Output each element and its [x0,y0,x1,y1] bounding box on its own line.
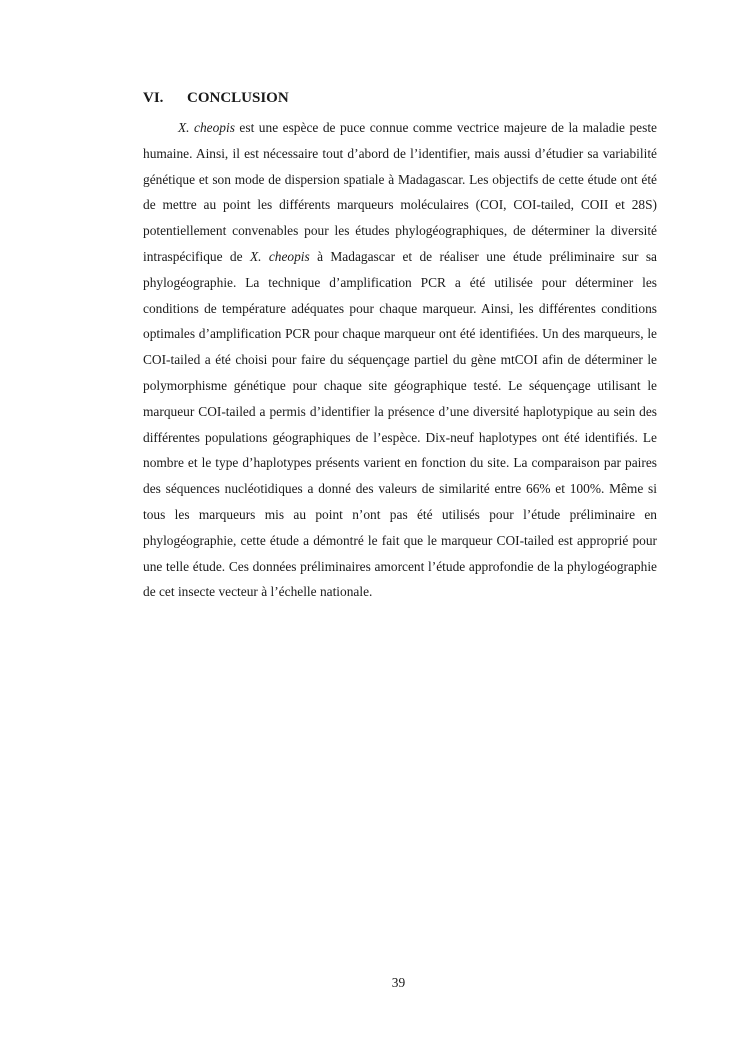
page-number: 39 [391,975,406,990]
section-title: CONCLUSION [187,90,289,106]
species-name: X. cheopis [178,120,235,135]
section-number: VI. [143,90,164,106]
paragraph-text-part-2: à Madagascar et de réaliser une étude préliminaire sur sa phylogéographie. La technique d’amplification PCR a été utilisée pour déterminer les conditions de température adéquates pour chaque marqueur. Ainsi, les différentes conditions optimales d’amplification PCR pour chaque marqueur ont été identifiées. Un des marqueurs, le COI-tailed a été choisi pour faire du séquençage partiel du gène mtCOI afin de déterminer le polymorphisme génétique pour chaque site géographique testé. Le séquençage utilisant le marqueur COI-tailed a permis d’identifier la présence d’une diversité haplotypique au sein des différentes populations géographiques de l’espèce. Dix-neuf haplotypes ont été identifiés. Le nombre et le type d’haplotypes présents varient en fonction du site. La comparaison par paires des séquences nucléotidiques a donné des valeurs de similarité entre 66% et 100%. Même si tous les marqueurs mis au point n’ont pas été utilisés pour l’étude préliminaire en phylogéographie, cette étude a démontré le fait que le marqueur COI-tailed est approprié pour une telle étude. Ces données préliminaires amorcent l’étude approfondie de la phylogéographie de cet insecte vecteur à l’échelle nationale. [143,248,657,600]
section-heading [143,88,289,108]
species-name: X. cheopis [249,248,310,264]
paragraph-text-part-1: est une espèce de puce connue comme vectrice majeure de la maladie peste humaine. Ainsi, il est nécessaire tout d’abord de l’identifier, mais aussi d’étudier sa variabilité génétique et son mode de dispersion spatiale à Madagascar. Les objectifs de cette étude ont été de mettre au point les différents marqueurs moléculaires (COI, COI-tailed, COII et 28S) potentiellement convenables pour les études phylogéographiques, de déterminer la diversité intraspécifique de [143,120,658,264]
conclusion-paragraph [143,115,657,605]
